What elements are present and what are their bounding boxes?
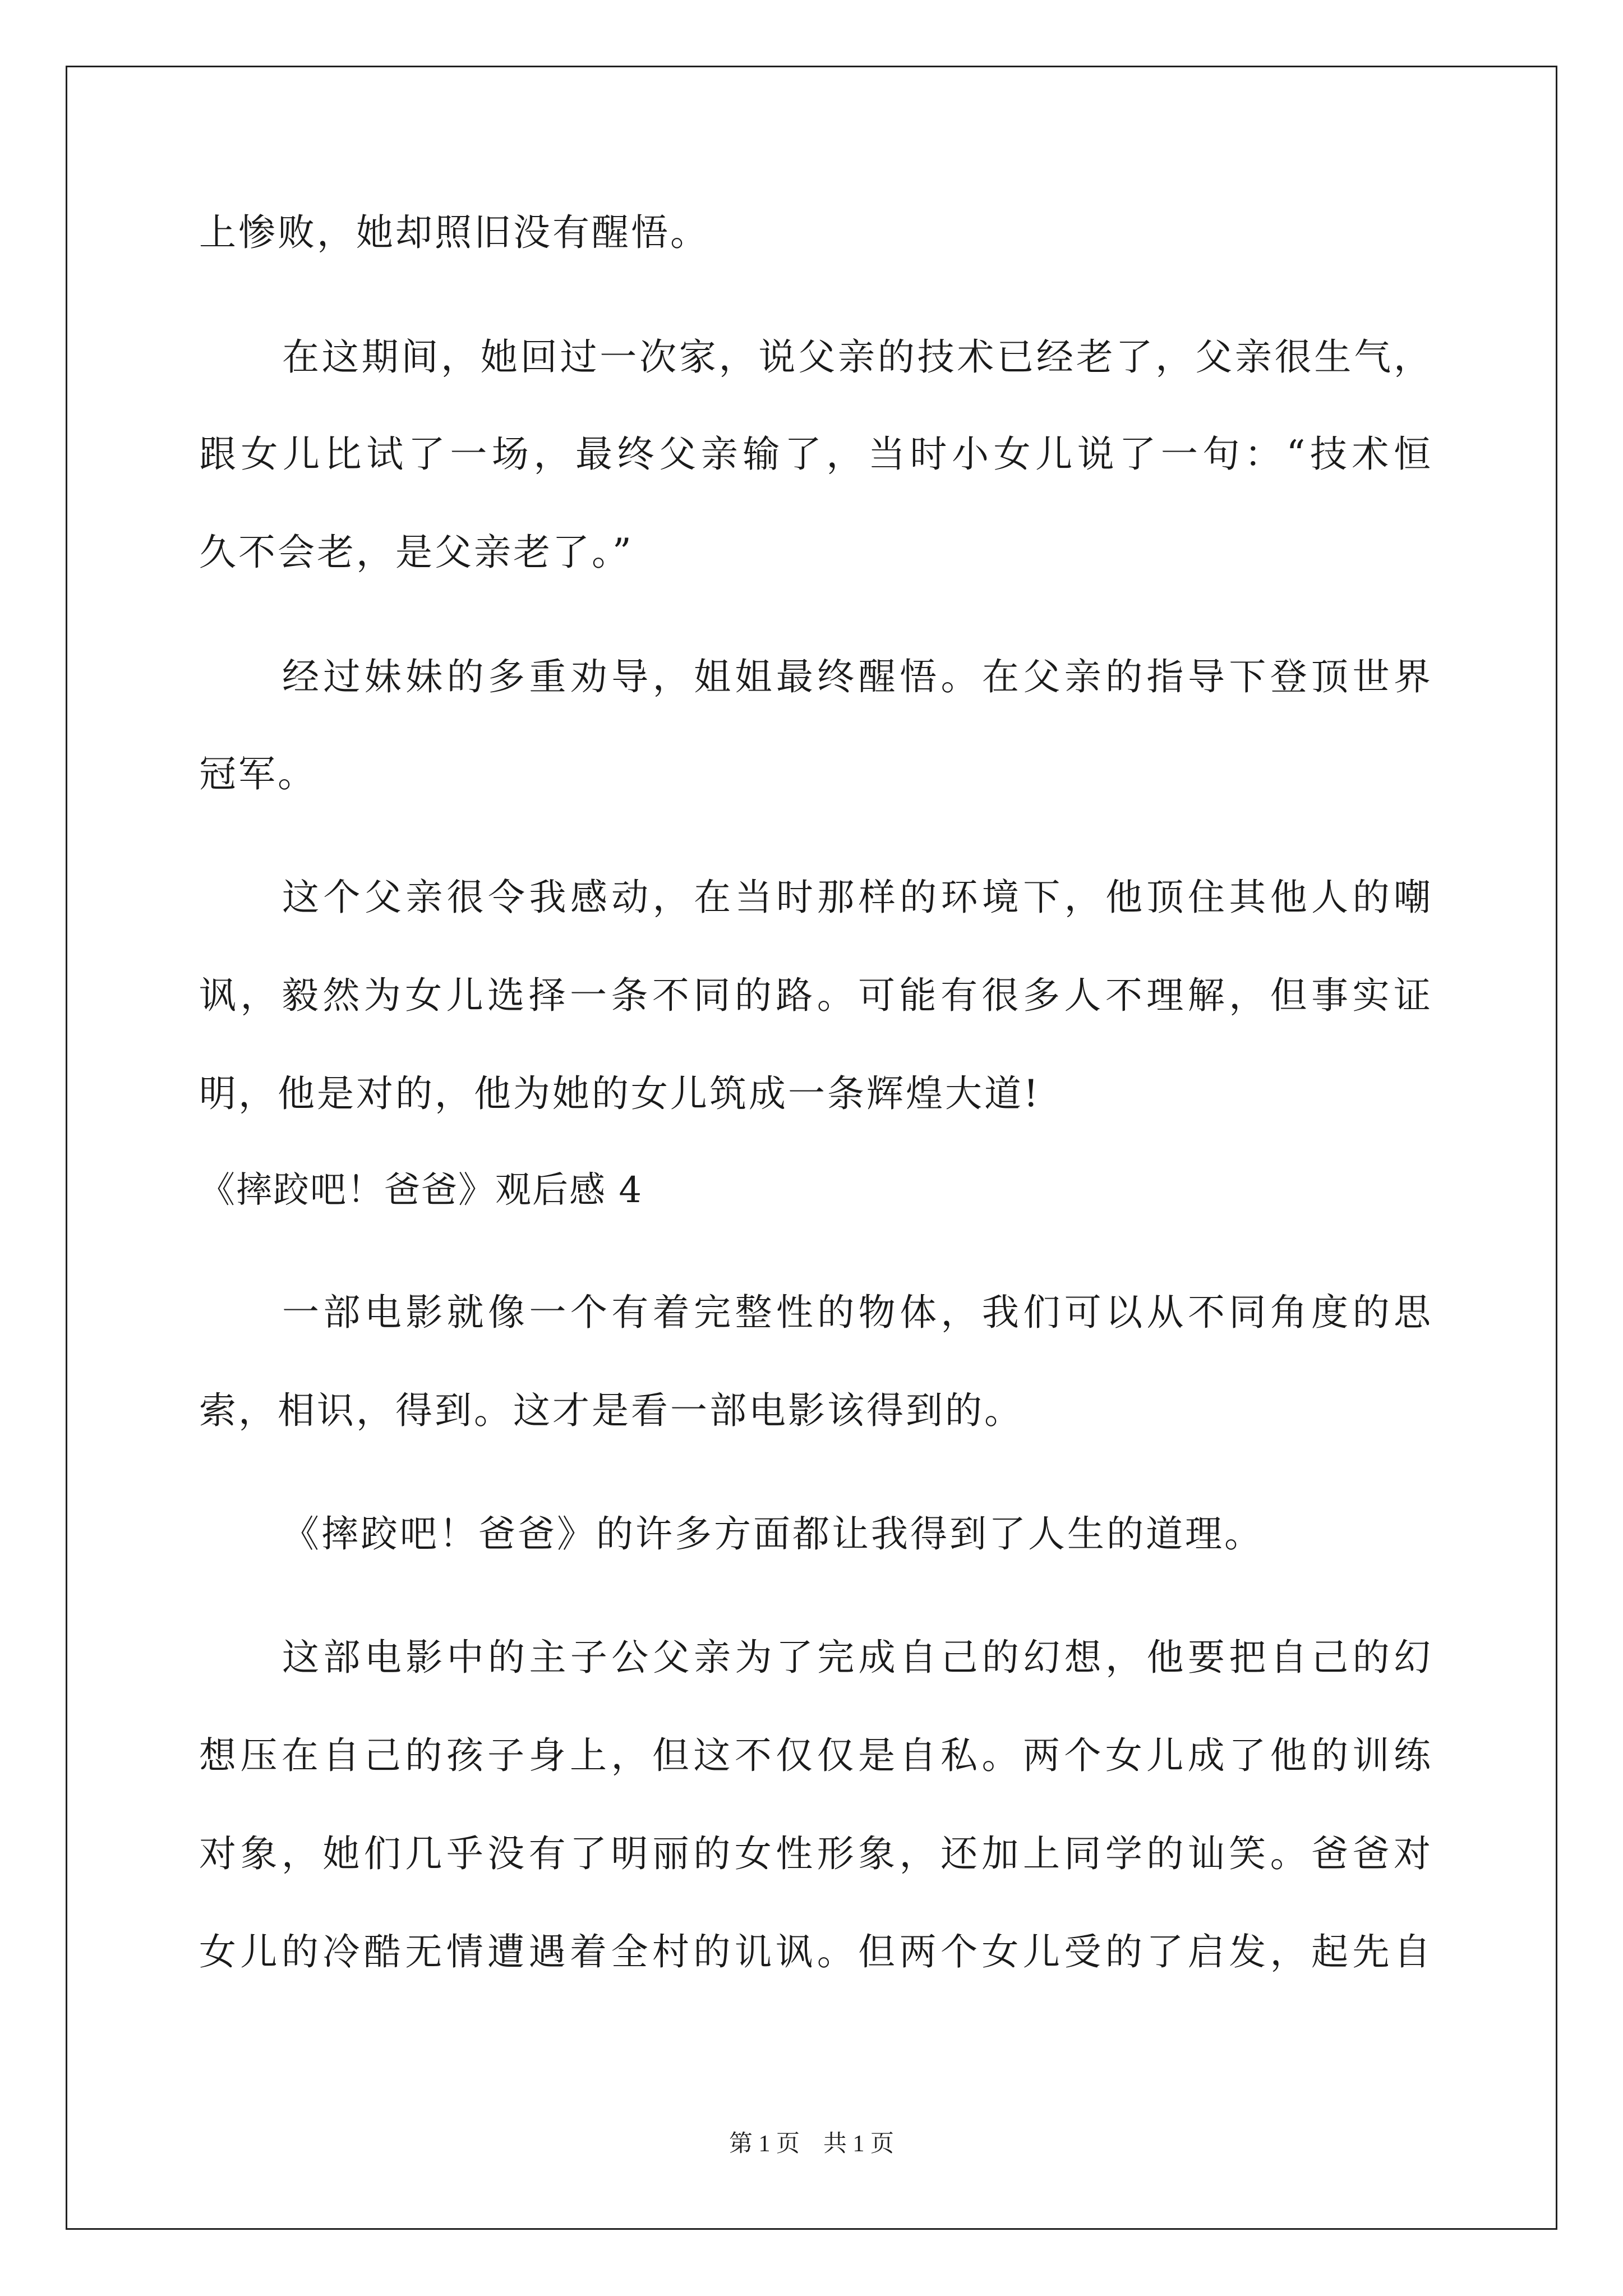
paragraph-first-line: 经过妹妹的多重劝导，姐姐最终醒悟。在父亲的指导下登顶世界 — [282, 655, 1433, 698]
page-footer: 第 1 页 共 1 页 — [728, 2131, 894, 2157]
text-line: 明，他是对的，他为她的女儿筑成一条辉煌大道! — [199, 1072, 1041, 1115]
text-line: 讽，毅然为女儿选择一条不同的路。可能有很多人不理解，但事实证 — [199, 974, 1433, 1017]
text-line: 冠军。 — [199, 752, 317, 795]
paragraph-first-line: 这个父亲很令我感动，在当时那样的环境下，他顶住其他人的嘲 — [282, 876, 1433, 919]
text-line: 对象，她们几乎没有了明丽的女性形象，还加上同学的讪笑。爸爸对 — [199, 1832, 1433, 1875]
section-heading: 《摔跤吧！爸爸》观后感 4 — [199, 1170, 643, 1211]
text-line: 跟女儿比试了一场，最终父亲输了，当时小女儿说了一句：“技术恒 — [199, 432, 1433, 476]
paragraph-first-line: 一部电影就像一个有着完整性的物体，我们可以从不同角度的思 — [282, 1291, 1433, 1334]
text-line: 想压在自己的孩子身上，但这不仅仅是自私。两个女儿成了他的训练 — [199, 1734, 1433, 1777]
text-line: 上惨败，她却照旧没有醒悟。 — [199, 211, 709, 254]
text-line: 索，相识，得到。这才是看一部电影该得到的。 — [199, 1389, 1023, 1432]
text-line: 久不会老，是父亲老了。” — [199, 531, 634, 574]
paragraph-first-line: 这部电影中的主子公父亲为了完成自己的幻想，他要把自己的幻 — [282, 1636, 1433, 1679]
page-border — [66, 66, 1557, 2230]
text-line: 女儿的冷酷无情遭遇着全村的讥讽。但两个女儿受的了启发，起先自 — [199, 1930, 1433, 1973]
paragraph-first-line: 在这期间，她回过一次家，说父亲的技术已经老了，父亲很生气， — [282, 335, 1433, 379]
paragraph-first-line: 《摔跤吧！爸爸》的许多方面都让我得到了人生的道理。 — [282, 1512, 1264, 1556]
